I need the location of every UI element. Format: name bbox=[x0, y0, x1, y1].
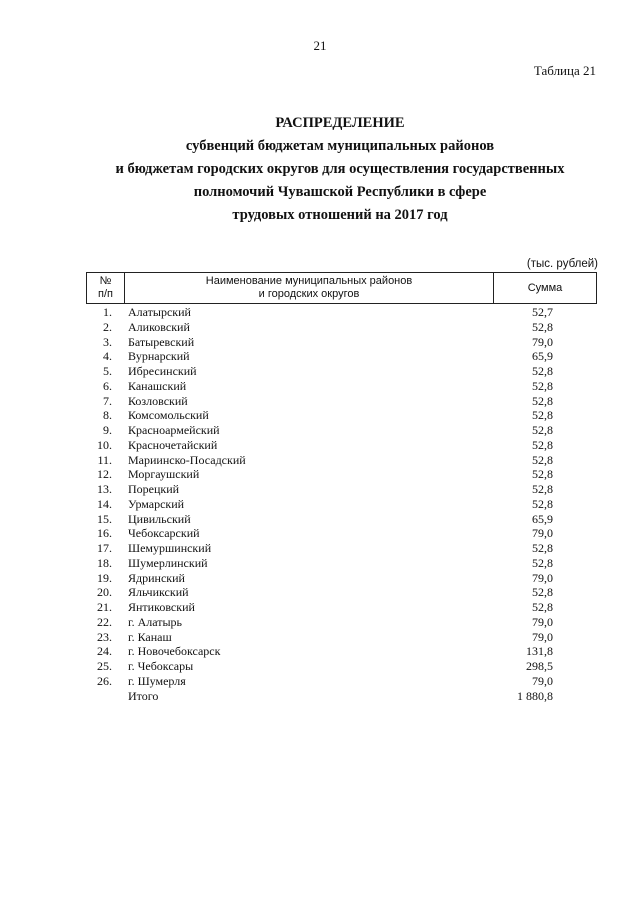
row-name: Порецкий bbox=[128, 482, 180, 496]
row-sum: 79,0 bbox=[532, 629, 553, 644]
row-name: Цивильский bbox=[128, 511, 191, 526]
table-body bbox=[86, 305, 597, 703]
table-row bbox=[86, 438, 597, 453]
header-sum-cell bbox=[494, 273, 596, 303]
row-name: Аликовский bbox=[128, 319, 190, 334]
row-name: Яльчикский bbox=[128, 585, 189, 600]
title-line: РАСПРЕДЕЛЕНИЕ bbox=[275, 115, 405, 131]
header-number-sublabel: п/п bbox=[98, 288, 113, 300]
row-number: 4. bbox=[103, 349, 112, 364]
row-sum: 65,9 bbox=[532, 511, 553, 526]
table-row bbox=[86, 630, 597, 645]
row-sum: 79,0 bbox=[532, 673, 553, 688]
row-sum: 52,8 bbox=[532, 496, 553, 511]
header-name-cell bbox=[125, 273, 494, 303]
row-sum: 298,5 bbox=[526, 659, 553, 673]
row-sum: 52,8 bbox=[532, 600, 553, 614]
row-sum: 131,8 bbox=[526, 644, 553, 659]
table-row bbox=[86, 644, 597, 659]
row-number: 22. bbox=[97, 614, 112, 629]
row-sum: 52,8 bbox=[532, 467, 553, 482]
table-row bbox=[86, 615, 597, 630]
table-row bbox=[86, 379, 597, 394]
row-name: Вурнарский bbox=[128, 349, 190, 364]
table-row bbox=[86, 320, 597, 335]
table-row bbox=[86, 467, 597, 482]
row-name: Комсомольский bbox=[128, 408, 209, 423]
row-number: 5. bbox=[103, 364, 112, 378]
row-sum: 79,0 bbox=[532, 526, 553, 541]
row-number: 11. bbox=[97, 452, 112, 467]
table-row bbox=[86, 349, 597, 364]
row-number: 21. bbox=[97, 600, 112, 614]
row-name: Алатырский bbox=[128, 305, 191, 319]
row-name: Чебоксарский bbox=[128, 526, 200, 541]
row-sum: 52,8 bbox=[532, 319, 553, 334]
row-sum: 79,0 bbox=[532, 614, 553, 629]
row-sum: 79,0 bbox=[532, 570, 553, 585]
total-label: Итого bbox=[128, 688, 159, 703]
row-name: г. Канаш bbox=[128, 629, 172, 644]
table-row bbox=[86, 571, 597, 586]
table-row bbox=[86, 394, 597, 409]
row-name: Ибресинский bbox=[128, 364, 197, 378]
row-sum: 79,0 bbox=[532, 334, 553, 349]
table-row bbox=[86, 541, 597, 556]
row-name: Красночетайский bbox=[128, 437, 218, 452]
table-row bbox=[86, 364, 597, 379]
row-number: 3. bbox=[103, 334, 112, 349]
row-number: 12. bbox=[97, 467, 112, 482]
row-name: г. Алатырь bbox=[128, 614, 183, 629]
table-row bbox=[86, 659, 597, 674]
row-number: 26. bbox=[97, 673, 112, 688]
row-sum: 52,8 bbox=[532, 437, 553, 452]
row-name: Батыревский bbox=[128, 334, 195, 349]
title-line: субвенций бюджетам муниципальных районов bbox=[185, 138, 495, 154]
document-title bbox=[60, 112, 620, 227]
row-sum: 52,8 bbox=[532, 585, 553, 600]
row-name: Ядринский bbox=[128, 570, 185, 585]
row-number: 2. bbox=[103, 319, 112, 334]
row-name: г. Шумерля bbox=[128, 673, 186, 688]
row-sum: 52,8 bbox=[532, 408, 553, 423]
row-sum: 52,8 bbox=[532, 378, 553, 393]
row-number: 19. bbox=[97, 570, 112, 585]
units-label: (тыс. рублей) bbox=[526, 258, 598, 270]
row-name: Красноармейский bbox=[128, 423, 220, 437]
row-name: г. Новочебоксарск bbox=[128, 644, 221, 659]
row-name: Козловский bbox=[128, 393, 188, 408]
row-number: 17. bbox=[97, 541, 112, 555]
row-name: Шемуршинский bbox=[128, 541, 212, 555]
title-line: полномочий Чувашской Республики в сфере bbox=[193, 184, 487, 200]
table-row bbox=[86, 600, 597, 615]
page-number: 21 bbox=[313, 38, 327, 53]
title-line: и бюджетам городских округов для осуществления государственных bbox=[115, 161, 565, 177]
row-number: 18. bbox=[97, 555, 112, 570]
row-number: 6. bbox=[103, 378, 112, 393]
table-row bbox=[86, 526, 597, 541]
row-name: Мариинско-Посадский bbox=[128, 452, 246, 467]
row-number: 15. bbox=[97, 511, 112, 526]
header-sum-label: Сумма bbox=[527, 281, 563, 294]
title-line: трудовых отношений на 2017 год bbox=[232, 207, 448, 223]
row-number: 24. bbox=[97, 644, 112, 659]
row-number: 20. bbox=[97, 585, 112, 600]
header-name-label: Наименование муниципальных районов bbox=[205, 275, 413, 287]
table-row bbox=[86, 512, 597, 527]
row-number: 1. bbox=[103, 305, 112, 319]
row-number: 9. bbox=[103, 423, 112, 437]
row-number: 13. bbox=[97, 482, 112, 496]
row-sum: 52,8 bbox=[532, 393, 553, 408]
row-number: 14. bbox=[97, 496, 112, 511]
row-sum: 52,8 bbox=[532, 541, 553, 555]
row-name: Канашский bbox=[128, 378, 187, 393]
table-label: Таблица 21 bbox=[533, 63, 596, 78]
total-sum: 1 880,8 bbox=[517, 688, 553, 703]
row-sum: 52,8 bbox=[532, 452, 553, 467]
table-row bbox=[86, 556, 597, 571]
row-sum: 52,8 bbox=[532, 423, 553, 437]
table-row bbox=[86, 305, 597, 320]
row-sum: 65,9 bbox=[532, 349, 553, 364]
row-sum: 52,8 bbox=[532, 555, 553, 570]
row-number: 23. bbox=[97, 629, 112, 644]
table-row bbox=[86, 482, 597, 497]
total-number-empty bbox=[86, 689, 112, 704]
row-name: Янтиковский bbox=[128, 600, 195, 614]
table-row bbox=[86, 585, 597, 600]
row-number: 7. bbox=[103, 393, 112, 408]
table-row bbox=[86, 497, 597, 512]
table-row bbox=[86, 453, 597, 468]
header-number-cell bbox=[87, 273, 125, 303]
row-sum: 52,7 bbox=[532, 305, 553, 319]
row-number: 16. bbox=[97, 526, 112, 541]
table-row bbox=[86, 335, 597, 350]
total-row bbox=[86, 689, 597, 704]
row-name: Урмарский bbox=[128, 496, 185, 511]
row-number: 8. bbox=[103, 408, 112, 423]
row-sum: 52,8 bbox=[532, 482, 553, 496]
row-name: Моргаушский bbox=[128, 467, 200, 482]
row-number: 10. bbox=[97, 437, 112, 452]
row-name: Шумерлинский bbox=[128, 555, 208, 570]
table-row bbox=[86, 674, 597, 689]
header-name-sublabel: и городских округов bbox=[258, 288, 360, 300]
table-header bbox=[86, 272, 597, 304]
header-number-label: № bbox=[99, 275, 112, 287]
table-row bbox=[86, 423, 597, 438]
row-number: 25. bbox=[97, 659, 112, 673]
row-sum: 52,8 bbox=[532, 364, 553, 378]
table-row bbox=[86, 408, 597, 423]
row-name: г. Чебоксары bbox=[128, 659, 194, 673]
